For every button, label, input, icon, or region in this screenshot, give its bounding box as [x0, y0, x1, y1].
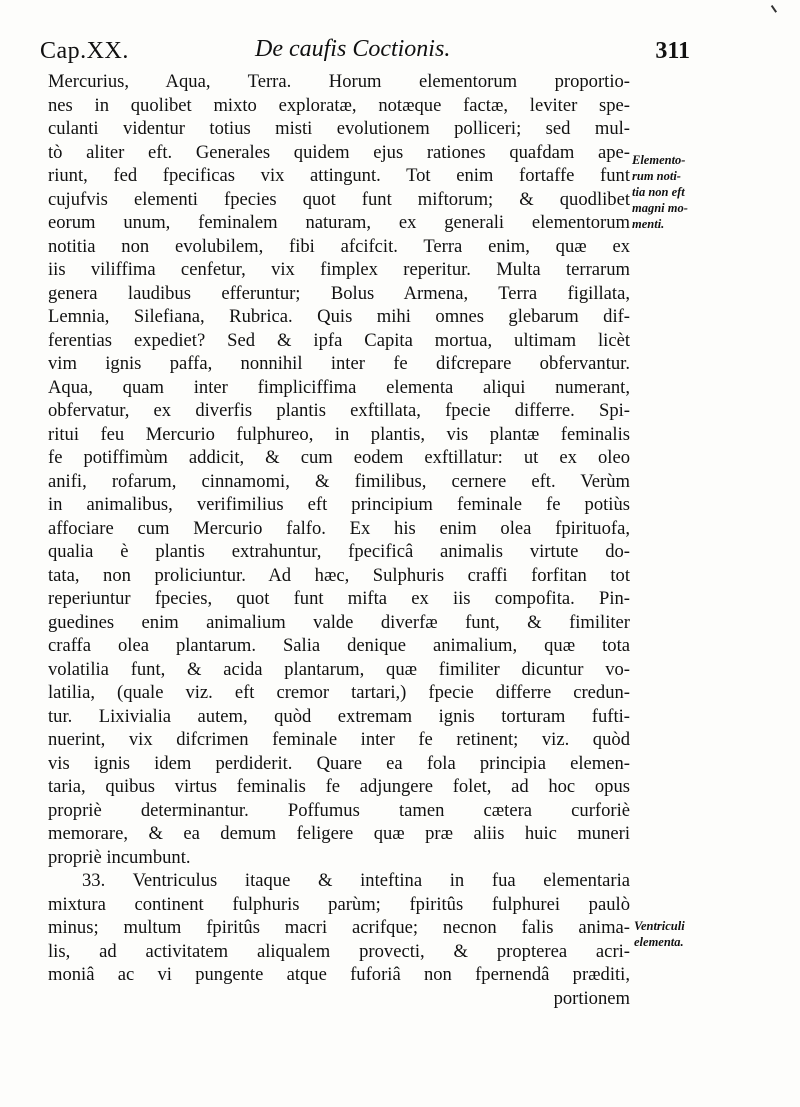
text-line: mixtura continent fulphuris parùm; fpiritûs fulphurei paulò [48, 893, 630, 915]
text-line: cujufvis elementi fpecies quot funt miftorum; & quodlibet [48, 188, 630, 210]
text-line: reperiuntur fpecies, quot funt mifta ex iis compofita. Pin- [48, 588, 630, 609]
text-line: nes in quolibet mixto exploratæ, notæque factæ, leviter spe- [48, 94, 630, 116]
text-line: vim ignis paffa, nonnihil inter fe difcrepare obfervantur. [48, 353, 630, 374]
page-number: 311 [655, 38, 690, 64]
text-line: notitia non evolubilem, fibi afcifcit. Terra enim, quæ ex [48, 235, 630, 257]
margin-note-line: magni mo- [632, 201, 688, 215]
text-line: Mercurius, Aqua, Terra. Horum elementorum proportio- [48, 71, 630, 92]
text-line: propriè determinantur. Poffumus tamen cætera curforiè [48, 799, 630, 821]
text-line: moniâ ac vi pungente atque fuforiâ non fpernendâ præditi, [48, 964, 630, 985]
text-line: anifi, rofarum, cinnamomi, & fimilibus, cernere eft. Verùm [48, 470, 630, 492]
text-line: obfervatur, ex diverfis plantis exftillata, fpecie differre. Spi- [48, 400, 630, 421]
text-line: eorum unum, feminalem naturam, ex generali elementorum [48, 212, 630, 233]
margin-note-ventriculi [634, 918, 774, 950]
margin-note-line: tia non eft [632, 185, 685, 199]
text-line: latilia, (quale viz. eft cremor tartari,) fpecie differre credun- [48, 682, 630, 703]
running-title: De caufis Coctionis. [255, 36, 451, 62]
text-line: memorare, & ea demum feligere quæ præ aliis huic muneri [48, 823, 630, 844]
paragraph-1 [48, 70, 630, 869]
corner-mark [771, 0, 785, 13]
text-line: tò aliter eft. Generales quidem ejus rationes quafdam ape- [48, 141, 630, 163]
margin-note-elementorum [632, 152, 732, 232]
text-line: genera laudibus efferuntur; Bolus Armena, Terra figillata, [48, 282, 630, 304]
margin-note-line: Ventriculi [634, 919, 685, 933]
text-line: iis viliffima cenfetur, vix fimplex reperitur. Multa terrarum [48, 259, 630, 280]
text-line: Aqua, quam inter fimpliciffima elementa aliqui numerant, [48, 376, 630, 398]
text-line: affociare cum Mercurio falfo. Ex his enim olea fpirituofa, [48, 517, 630, 539]
main-text-block [48, 70, 630, 1010]
text-line: tata, non proliciuntur. Ad hæc, Sulphuris craffi forfitan tot [48, 564, 630, 586]
text-line: propriè incumbunt. [48, 846, 191, 868]
text-line: in animalibus, verifimilius eft principium feminale fe potiùs [48, 494, 630, 515]
text-line: volatilia funt, & acida plantarum, quæ fimiliter dicuntur vo- [48, 658, 630, 680]
text-line: ritui feu Mercurio fulphureo, in plantis, vis plantæ feminalis [48, 423, 630, 445]
paragraph-2 [48, 869, 630, 987]
text-line: lis, ad activitatem aliqualem provecti, & propterea acri- [48, 940, 630, 962]
text-line: qualia è plantis extrahuntur, fpecificâ animalis virtute do- [48, 541, 630, 562]
chapter-label: Cap.XX. [40, 38, 129, 64]
text-line: 33. Ventriculus itaque & inteftina in fua elementaria [82, 870, 630, 891]
text-line: fe potiffimùm addicit, & cum eodem exftillatur: ut ex oleo [48, 447, 630, 468]
text-line: riunt, fed fpecificas vix attingunt. Tot enim fortaffe funt [48, 165, 630, 186]
catchword: portionem [553, 987, 630, 1009]
text-line: taria, quibus virtus feminalis fe adjungere folet, ad hoc opus [48, 776, 630, 797]
margin-note-line: menti. [632, 217, 665, 231]
margin-note-line: elementa. [634, 935, 684, 949]
text-line: nuerint, vix difcrimen feminale inter fe retinent; viz. quòd [48, 729, 630, 750]
text-line: tur. Lixivialia autem, quòd extremam ignis torturam fufti- [48, 705, 630, 727]
text-line: ferentias expediet? Sed & ipfa Capita mortua, ultimam licèt [48, 329, 630, 351]
margin-note-line: Elemento- [632, 153, 686, 167]
running-header [40, 30, 690, 70]
text-line: guedines enim animalium valde diverfæ funt, & fimiliter [48, 611, 630, 633]
margin-note-line: rum noti- [632, 169, 681, 183]
text-line: minus; multum fpiritûs macri acrifque; necnon falis anima- [48, 917, 630, 938]
text-line: Lemnia, Silefiana, Rubrica. Quis mihi omnes glebarum dif- [48, 306, 630, 327]
text-line: vis ignis idem perdiderit. Quare ea fola principia elemen- [48, 752, 630, 774]
text-line: culanti videntur totius misti evolutionem polliceri; sed mul- [48, 118, 630, 139]
text-line: craffa olea plantarum. Salia denique animalium, quæ tota [48, 635, 630, 656]
